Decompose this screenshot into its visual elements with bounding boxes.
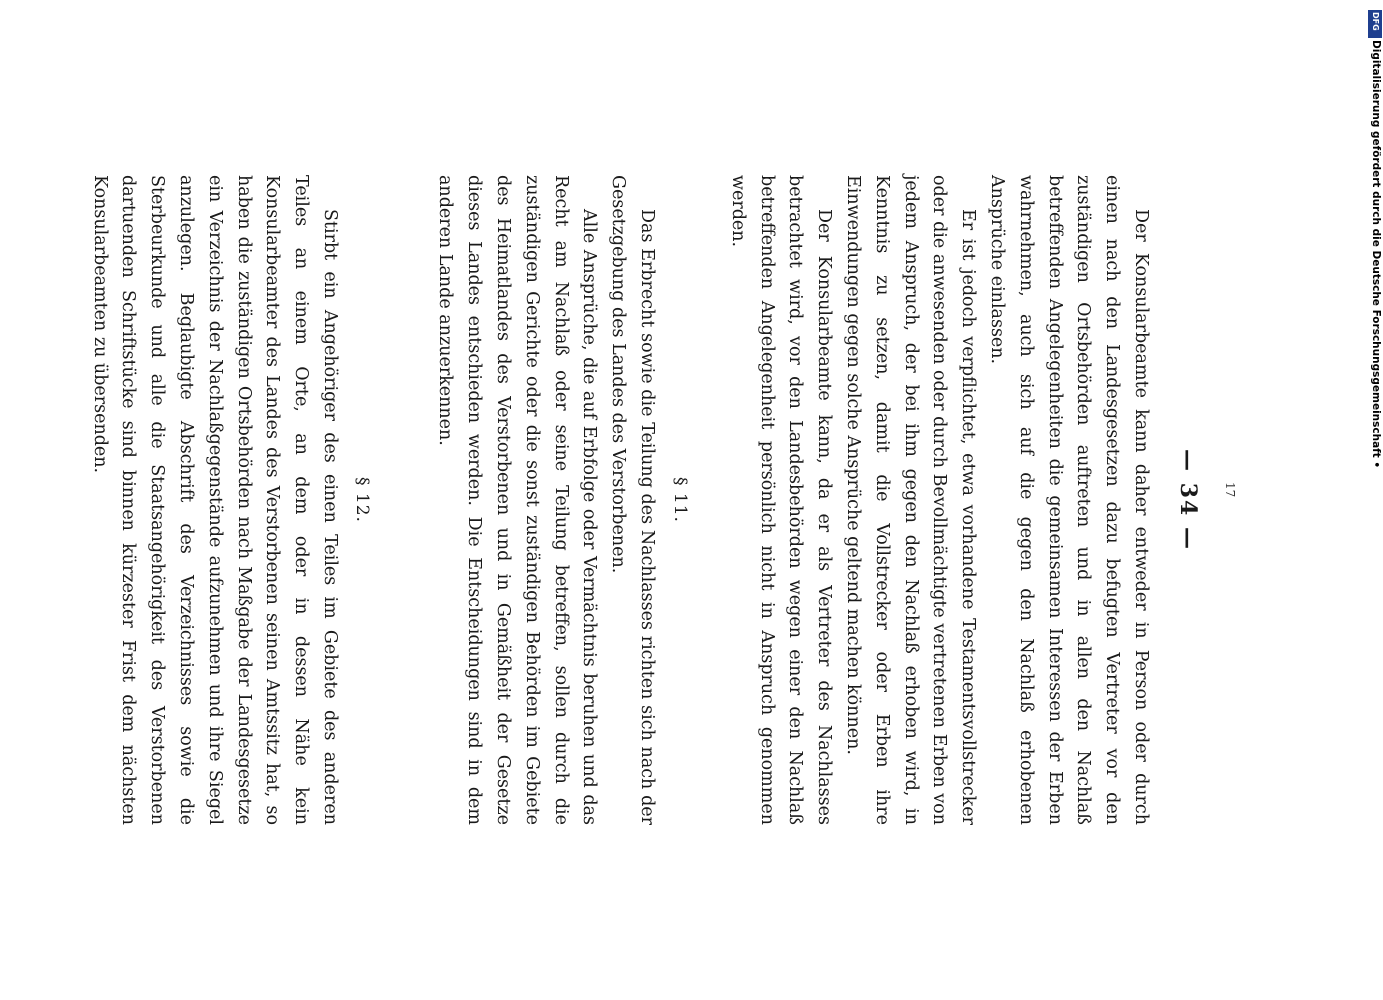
text-block-3 <box>85 175 344 825</box>
logo-text: DFG <box>1371 12 1380 31</box>
paragraph: Das Erbrecht sowie die Teilung des Nachlasses richten sich nach der Gesetzgebung des Landes des Verstorbenen. <box>608 175 657 825</box>
paragraph: Der Konsularbeamte kann daher entweder in Person oder durch einen nach den Landesgesetzen dazu befugten Vertreter vor den zuständigen Ortsbehörden auftreten und in allen den Nachlaß betreffenden Angelegenheiten die gemeinsamen Interessen der Erben wahrnehmen, auch sich auf die gegen den Nachlaß erhobenen Ansprüche einlassen. <box>987 175 1151 825</box>
dfg-logo-icon <box>1368 10 1382 38</box>
page-header: — 34 — <box>1175 449 1201 551</box>
text-column <box>89 175 1217 825</box>
text-block-1 <box>723 175 1155 825</box>
rotated-page <box>87 0 1217 1000</box>
sidebar-credit: Digitalisierung gefördert durch die Deutsche Forschungsgemeinschaft • <box>1370 40 1382 469</box>
paragraph: Er ist jedoch verpflichtet, etwa vorhandene Testamentsvollstrecker oder die anwesenden oder durch Bevollmächtigte vertretenen Erben von jedem Anspruch, der bei ihm gegen den Nachlaß erhoben wird, in Kenntnis zu setzen, damit die Vollstrecker oder Erben ihre Einwendungen gegen solche Ansprüche geltend machen können. <box>843 175 979 825</box>
section-11-title: § 11. <box>670 477 690 523</box>
section-12-title: § 12. <box>352 477 372 523</box>
text-block-2 <box>431 175 661 825</box>
paragraph: Stirbt ein Angehöriger des einen Teiles im Gebiete des anderen Teiles an einem Orte, an dem oder in dessen Nähe kein Konsularbeamter des Landes des Verstorbenen seinen Amtssitz hat, so haben die zuständigen Ortsbehörden nach Maßgabe der Landesgesetze ein Verzeichnis der Nachlaßgegenstände aufzunehmen und ihre Siegel anzulegen. Beglaubigte Abschrift des Verzeichnisses sowie die Sterbeurkunde und alle die Staatsangehörigkeit des Verstorbenen dartuenden Schriftstücke sind binnen kürzester Frist dem nächsten Konsularbeamten zu übersenden. <box>89 175 340 825</box>
footer-page-number: 17 <box>1223 482 1237 498</box>
paragraph: Der Konsularbeamte kann, da er als Vertreter des Nachlasses betrachtet wird, vor den Landesbehörden wegen einer den Nachlaß betreffenden Angelegenheit persönlich nicht in Anspruch genommen werden. <box>727 175 835 825</box>
paragraph: Alle Ansprüche, die auf Erbfolge oder Vermächtnis beruhen und das Recht am Nachlaß oder seine Teilung betreffen, sollen durch die zuständigen Gerichte oder die sonst zuständigen Behörden im Gebiete des Heimatlandes des Verstorbenen und in Gemäßheit der Gesetze dieses Landes entschieden werden. Die Entscheidungen sind in dem anderen Lande anzuerkennen. <box>435 175 600 825</box>
